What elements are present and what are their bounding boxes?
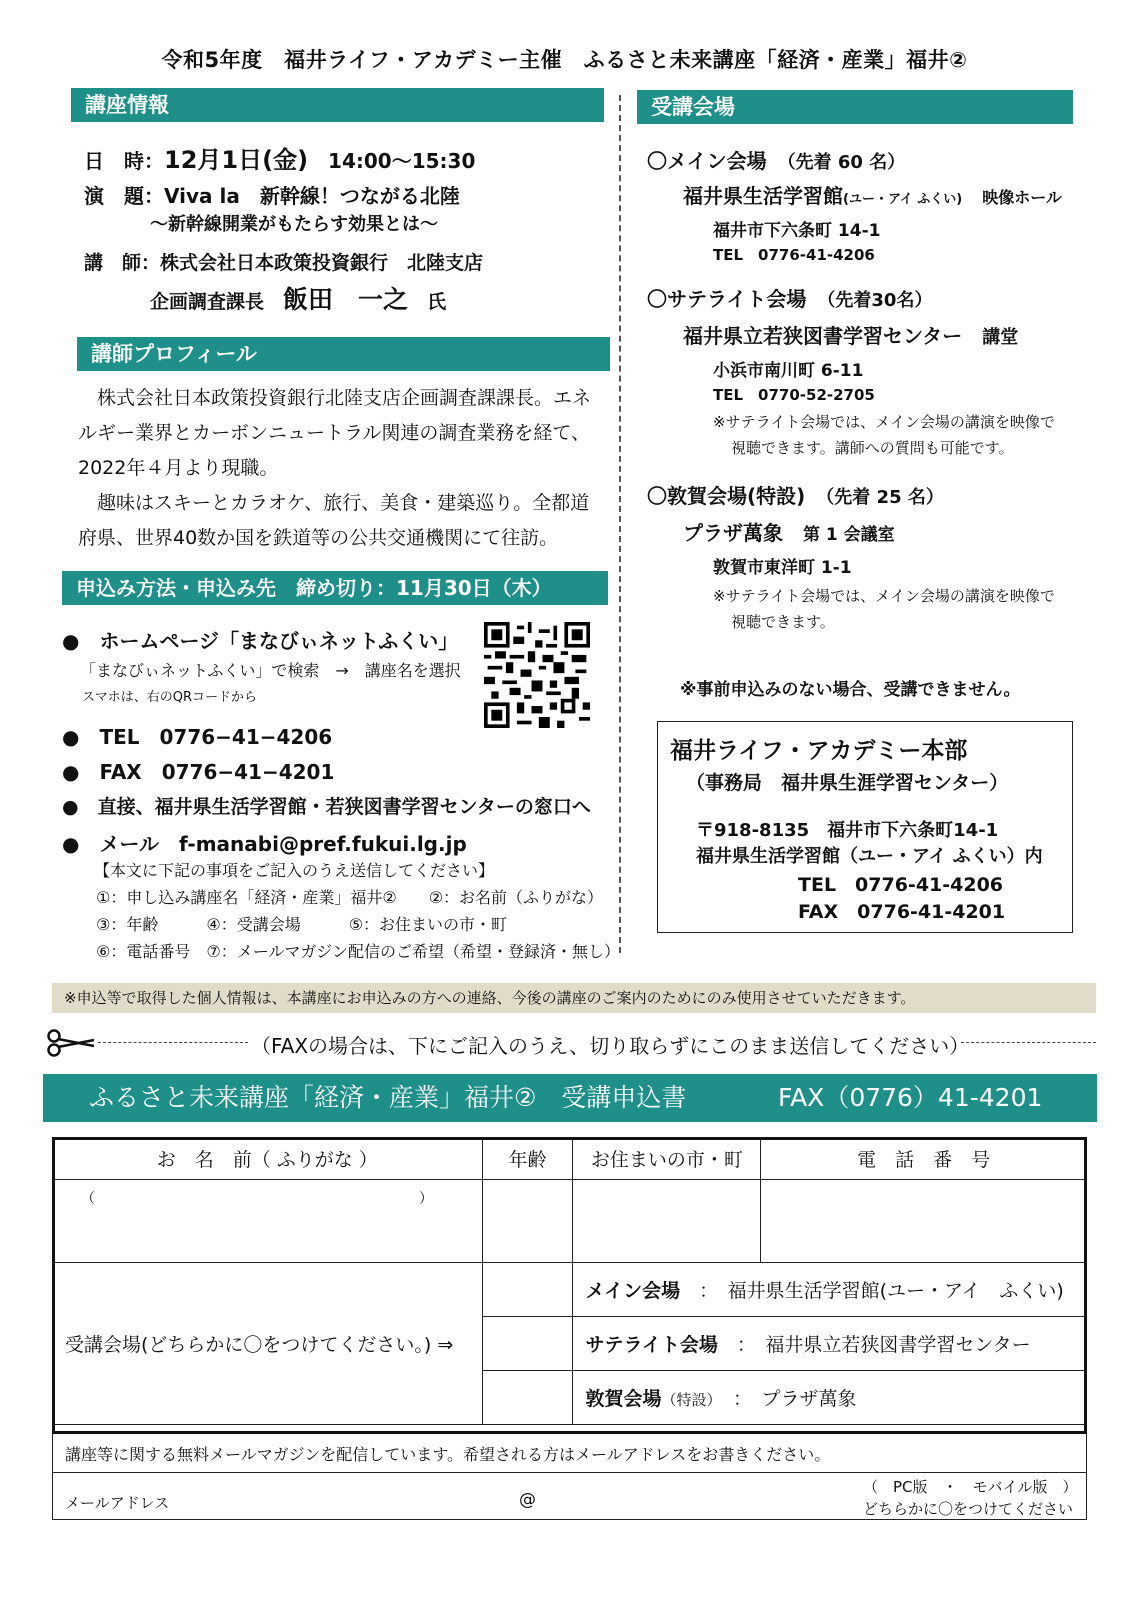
hq-address-1: 〒918-8135 福井市下六条町14-1 <box>696 820 999 841</box>
tsuruga-venue-title: 〇敦賀会場(特設) （先着 25 名） <box>647 484 944 508</box>
name-field[interactable]: （ ） <box>53 1180 483 1263</box>
header-name: お 名 前（ ふりがな ） <box>53 1138 483 1180</box>
mail-signup-box <box>52 1434 1087 1520</box>
age-field[interactable] <box>482 1180 573 1263</box>
qr-code[interactable] <box>484 622 590 728</box>
profile-text <box>78 381 606 556</box>
main-venue-address: 福井市下六条町 14-1 <box>713 221 881 241</box>
application-form <box>52 1137 1087 1425</box>
satellite-venue-tel: TEL 0770-52-2705 <box>713 386 875 404</box>
apply-fax: ● FAX 0776−41−4201 <box>62 760 335 784</box>
hq-address-2: 福井県生活学習館（ユー・アイ ふくい）内 <box>696 846 1043 867</box>
main-venue-title: 〇メイン会場 （先着 60 名） <box>647 149 906 173</box>
phone-field[interactable] <box>761 1180 1087 1263</box>
lecturer-row: 講 師：株式会社日本政策投資銀行 北陸支店 <box>84 252 484 274</box>
at-sign: @ <box>519 1490 536 1510</box>
form-title-band <box>43 1074 1097 1122</box>
course-info-heading: 講座情報 <box>71 88 604 122</box>
lecturer-org: 株式会社日本政策投資銀行 北陸支店 <box>160 252 484 274</box>
mail-address-label: メールアドレス <box>65 1494 170 1512</box>
mail-item-2: ③：年齢 ④：受講会場 ⑤：お住まいの市・町 <box>96 915 508 934</box>
mail-signup-notice: 講座等に関する無料メールマガジンを配信しています。希望される方はメールアドレスをお書きください。 <box>65 1445 831 1464</box>
hq-tel: TEL 0776-41-4206 <box>798 874 1004 896</box>
profile-p2: 趣味はスキーとカラオケ、旅行、美食・建築巡り。全都道府県、世界40数か国を鉄道等の公共交通機関にて往訪。 <box>78 492 590 549</box>
venue-mark-satellite[interactable] <box>482 1317 573 1371</box>
apply-direct: ● 直接、福井県生活学習館・若狭図書学習センターの窓口へ <box>62 796 591 818</box>
mail-item-1: ①：申し込み講座名「経済・産業」福井② ②：お名前（ふりがな） <box>96 888 604 907</box>
profile-heading: 講師プロフィール <box>77 337 610 371</box>
tsuruga-note-2: 視聴できます。 <box>731 613 835 631</box>
tsuruga-venue-place: プラザ萬象 第 1 会議室 <box>683 521 895 545</box>
scissors-icon <box>46 1029 96 1057</box>
time-value: 14:00～15:30 <box>328 149 476 173</box>
form-fax: FAX（0776）41-4201 <box>778 1083 1043 1112</box>
venue-mark-tsuruga[interactable] <box>482 1371 573 1425</box>
venues-heading: 受講会場 <box>637 90 1073 124</box>
lecturer-name: 飯田 一之 <box>283 285 409 314</box>
satellite-venue-title: 〇サテライト会場 （先着30名） <box>647 287 933 311</box>
version-choice-note: どちらかに〇をつけてください <box>863 1500 1074 1518</box>
satellite-note-1: ※サテライト会場では、メイン会場の講演を映像で <box>713 413 1055 431</box>
venue-mark-main[interactable] <box>482 1263 573 1317</box>
apply-web-sub2: スマホは、右のQRコードから <box>82 690 258 705</box>
cut-instruction: （FAXの場合は、下にご記入のうえ、切り取らずにこのまま送信してください） <box>251 1034 970 1058</box>
apply-mail: ● メール f-manabi@pref.fukui.lg.jp <box>62 832 467 856</box>
version-choice[interactable]: （ PC版 ・ モバイル版 ） <box>863 1478 1078 1496</box>
tsuruga-venue-address: 敦賀市東洋町 1-1 <box>713 558 852 578</box>
main-venue-place: 福井県生活学習館(ユー・アイ ふくい) 映像ホール <box>683 184 1062 208</box>
satellite-note-2: 視聴できます。講師への質問も可能です。 <box>731 439 1014 457</box>
hq-office: （事務局 福井県生涯学習センター） <box>686 772 1009 794</box>
hq-box <box>657 721 1073 933</box>
mail-note: 【本文に下記の事項をご記入のうえ送信してください】 <box>94 861 495 880</box>
form-title: ふるさと未来講座「経済・産業」福井② 受講申込書 <box>89 1083 687 1112</box>
venue-option-tsuruga[interactable]: 敦賀会場（特設） ： プラザ萬象 <box>573 1371 1087 1425</box>
venue-choice-label: 受講会場(どちらかに〇をつけてください。) ⇒ <box>53 1263 483 1425</box>
registration-warning: ※事前申込みのない場合、受講できません。 <box>680 680 1021 700</box>
theme-value: Viva la 新幹線！つながる北陸 <box>164 184 460 208</box>
page-title: 令和5年度 福井ライフ・アカデミー主催 ふるさと未来講座「経済・産業」福井② <box>161 48 968 72</box>
theme-row: 演 題：Viva la 新幹線！つながる北陸 <box>84 184 460 208</box>
header-city: お住まいの市・町 <box>573 1138 761 1180</box>
header-age: 年齢 <box>482 1138 573 1180</box>
cut-line <box>46 1027 1096 1059</box>
satellite-venue-address: 小浜市南川町 6-11 <box>713 361 864 381</box>
apply-tel: ● TEL 0776−41−4206 <box>62 725 333 749</box>
apply-web-sub: 「まなびぃネットふくい」で検索 → 講座名を選択 <box>80 661 461 680</box>
mail-item-3: ⑥：電話番号 ⑦：メールマガジン配信のご希望（希望・登録済・無し） <box>96 942 620 961</box>
tsuruga-note-1: ※サテライト会場では、メイン会場の講演を映像で <box>713 587 1055 605</box>
satellite-venue-place: 福井県立若狭図書学習センター 講堂 <box>683 324 1019 348</box>
date-value: 12月1日(金) <box>164 146 309 174</box>
privacy-notice: ※申込等で取得した個人情報は、本講座にお申込みの方への連絡、今後の講座のご案内のためにのみ使用させていただきます。 <box>52 983 1096 1013</box>
lecturer-name-row: 企画調査課長 飯田 一之 氏 <box>150 285 447 314</box>
apply-heading: 申込み方法・申込み先 締め切り：11月30日（木） <box>62 571 608 605</box>
profile-p1: 株式会社日本政策投資銀行北陸支店企画調査課課長。エネルギー業界とカーボンニュートラル関連の調査業務を経て、2022年４月より現職。 <box>78 387 592 479</box>
header-phone: 電 話 番 号 <box>761 1138 1087 1180</box>
main-venue-tel: TEL 0776-41-4206 <box>713 246 875 264</box>
hq-name: 福井ライフ・アカデミー本部 <box>670 738 968 764</box>
apply-web: ● ホームページ「まなびぃネットふくい」 <box>62 629 459 653</box>
venue-option-main[interactable]: メイン会場 ： 福井県生活学習館(ユー・アイ ふくい) <box>573 1263 1087 1317</box>
theme-sub: ～新幹線開業がもたらす効果とは～ <box>150 214 438 235</box>
date-row: 日 時：12月1日(金) 14:00～15:30 <box>84 146 476 174</box>
city-field[interactable] <box>573 1180 761 1263</box>
venue-option-satellite[interactable]: サテライト会場 ： 福井県立若狭図書学習センター <box>573 1317 1087 1371</box>
column-divider <box>619 95 621 953</box>
hq-fax: FAX 0776-41-4201 <box>798 901 1006 923</box>
